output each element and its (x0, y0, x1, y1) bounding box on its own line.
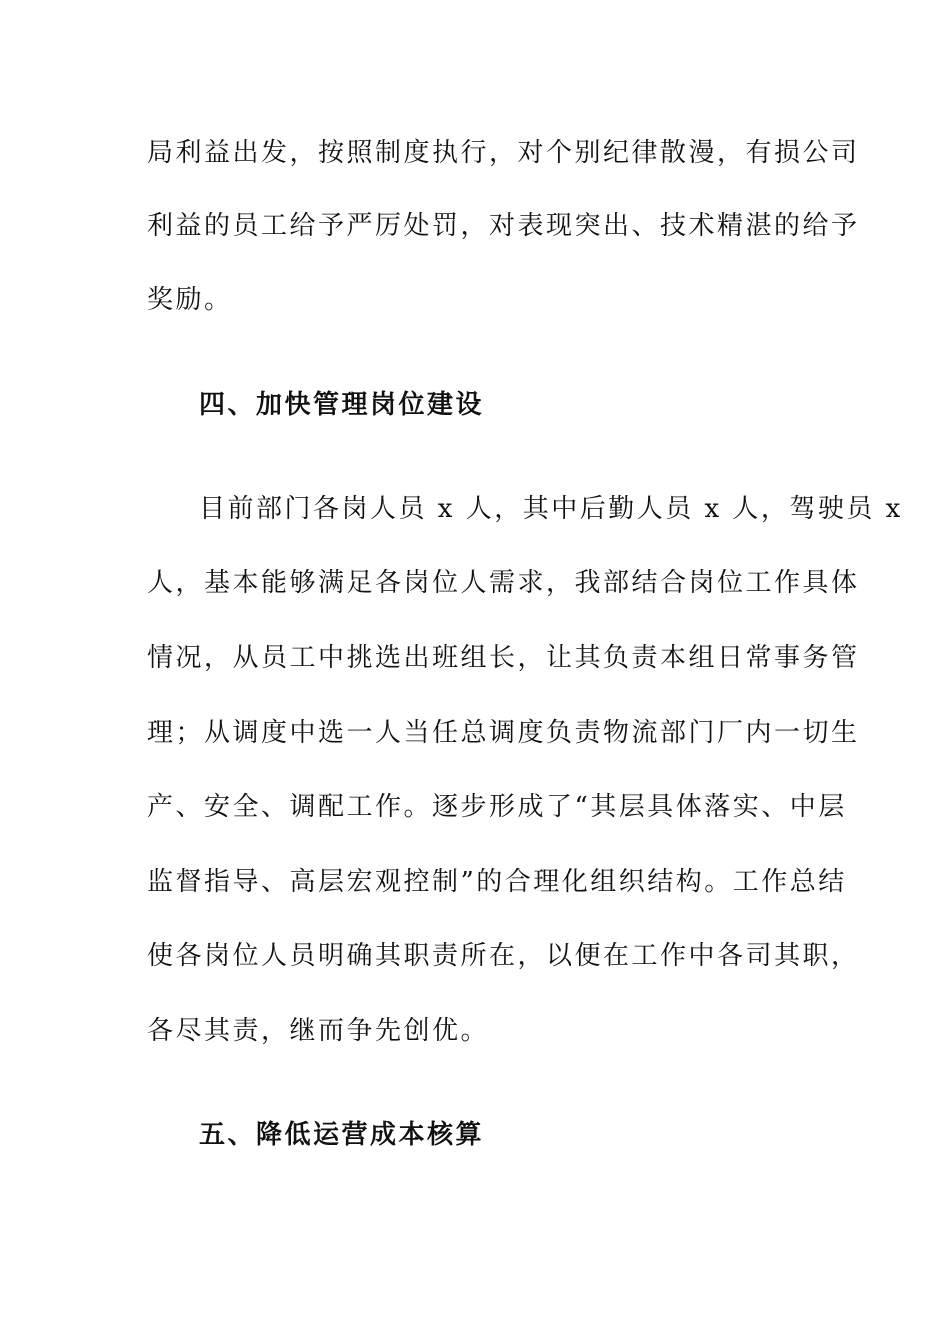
paragraph-2-line-5: 产、安全、调配工作。逐步形成了“其层具体落实、中层 (147, 792, 847, 822)
paragraph-1-line-2: 利益的员工给予严厉处罚，对表现突出、技术精湛的给予 (147, 211, 860, 241)
section-heading-5: 五、降低运营成本核算 (199, 1120, 485, 1150)
paragraph-2-line-7: 使各岗位人员明确其职责所在，以便在工作中各司其职， (147, 941, 860, 971)
paragraph-2-line-8: 各尽其责，继而争先创优。 (147, 1016, 490, 1046)
paragraph-2-line-6: 监督指导、高层宏观控制”的合理化组织结构。工作总结 (147, 867, 847, 897)
section-heading-4: 四、加快管理岗位建设 (199, 390, 485, 420)
paragraph-2-line-4: 理；从调度中选一人当任总调度负责物流部门厂内一切生 (147, 718, 860, 748)
paragraph-1-line-1: 局利益出发，按照制度执行，对个别纪律散漫，有损公司 (147, 138, 860, 168)
paragraph-2-line-1: 目前部门各岗人员 x 人，其中后勤人员 x 人，驾驶员 x (199, 494, 903, 524)
paragraph-1-line-3: 奖励。 (147, 285, 233, 315)
paragraph-2-line-2: 人，基本能够满足各岗位人需求，我部结合岗位工作具体 (147, 568, 860, 598)
paragraph-2-line-3: 情况，从员工中挑选出班组长，让其负责本组日常事务管 (147, 643, 860, 673)
